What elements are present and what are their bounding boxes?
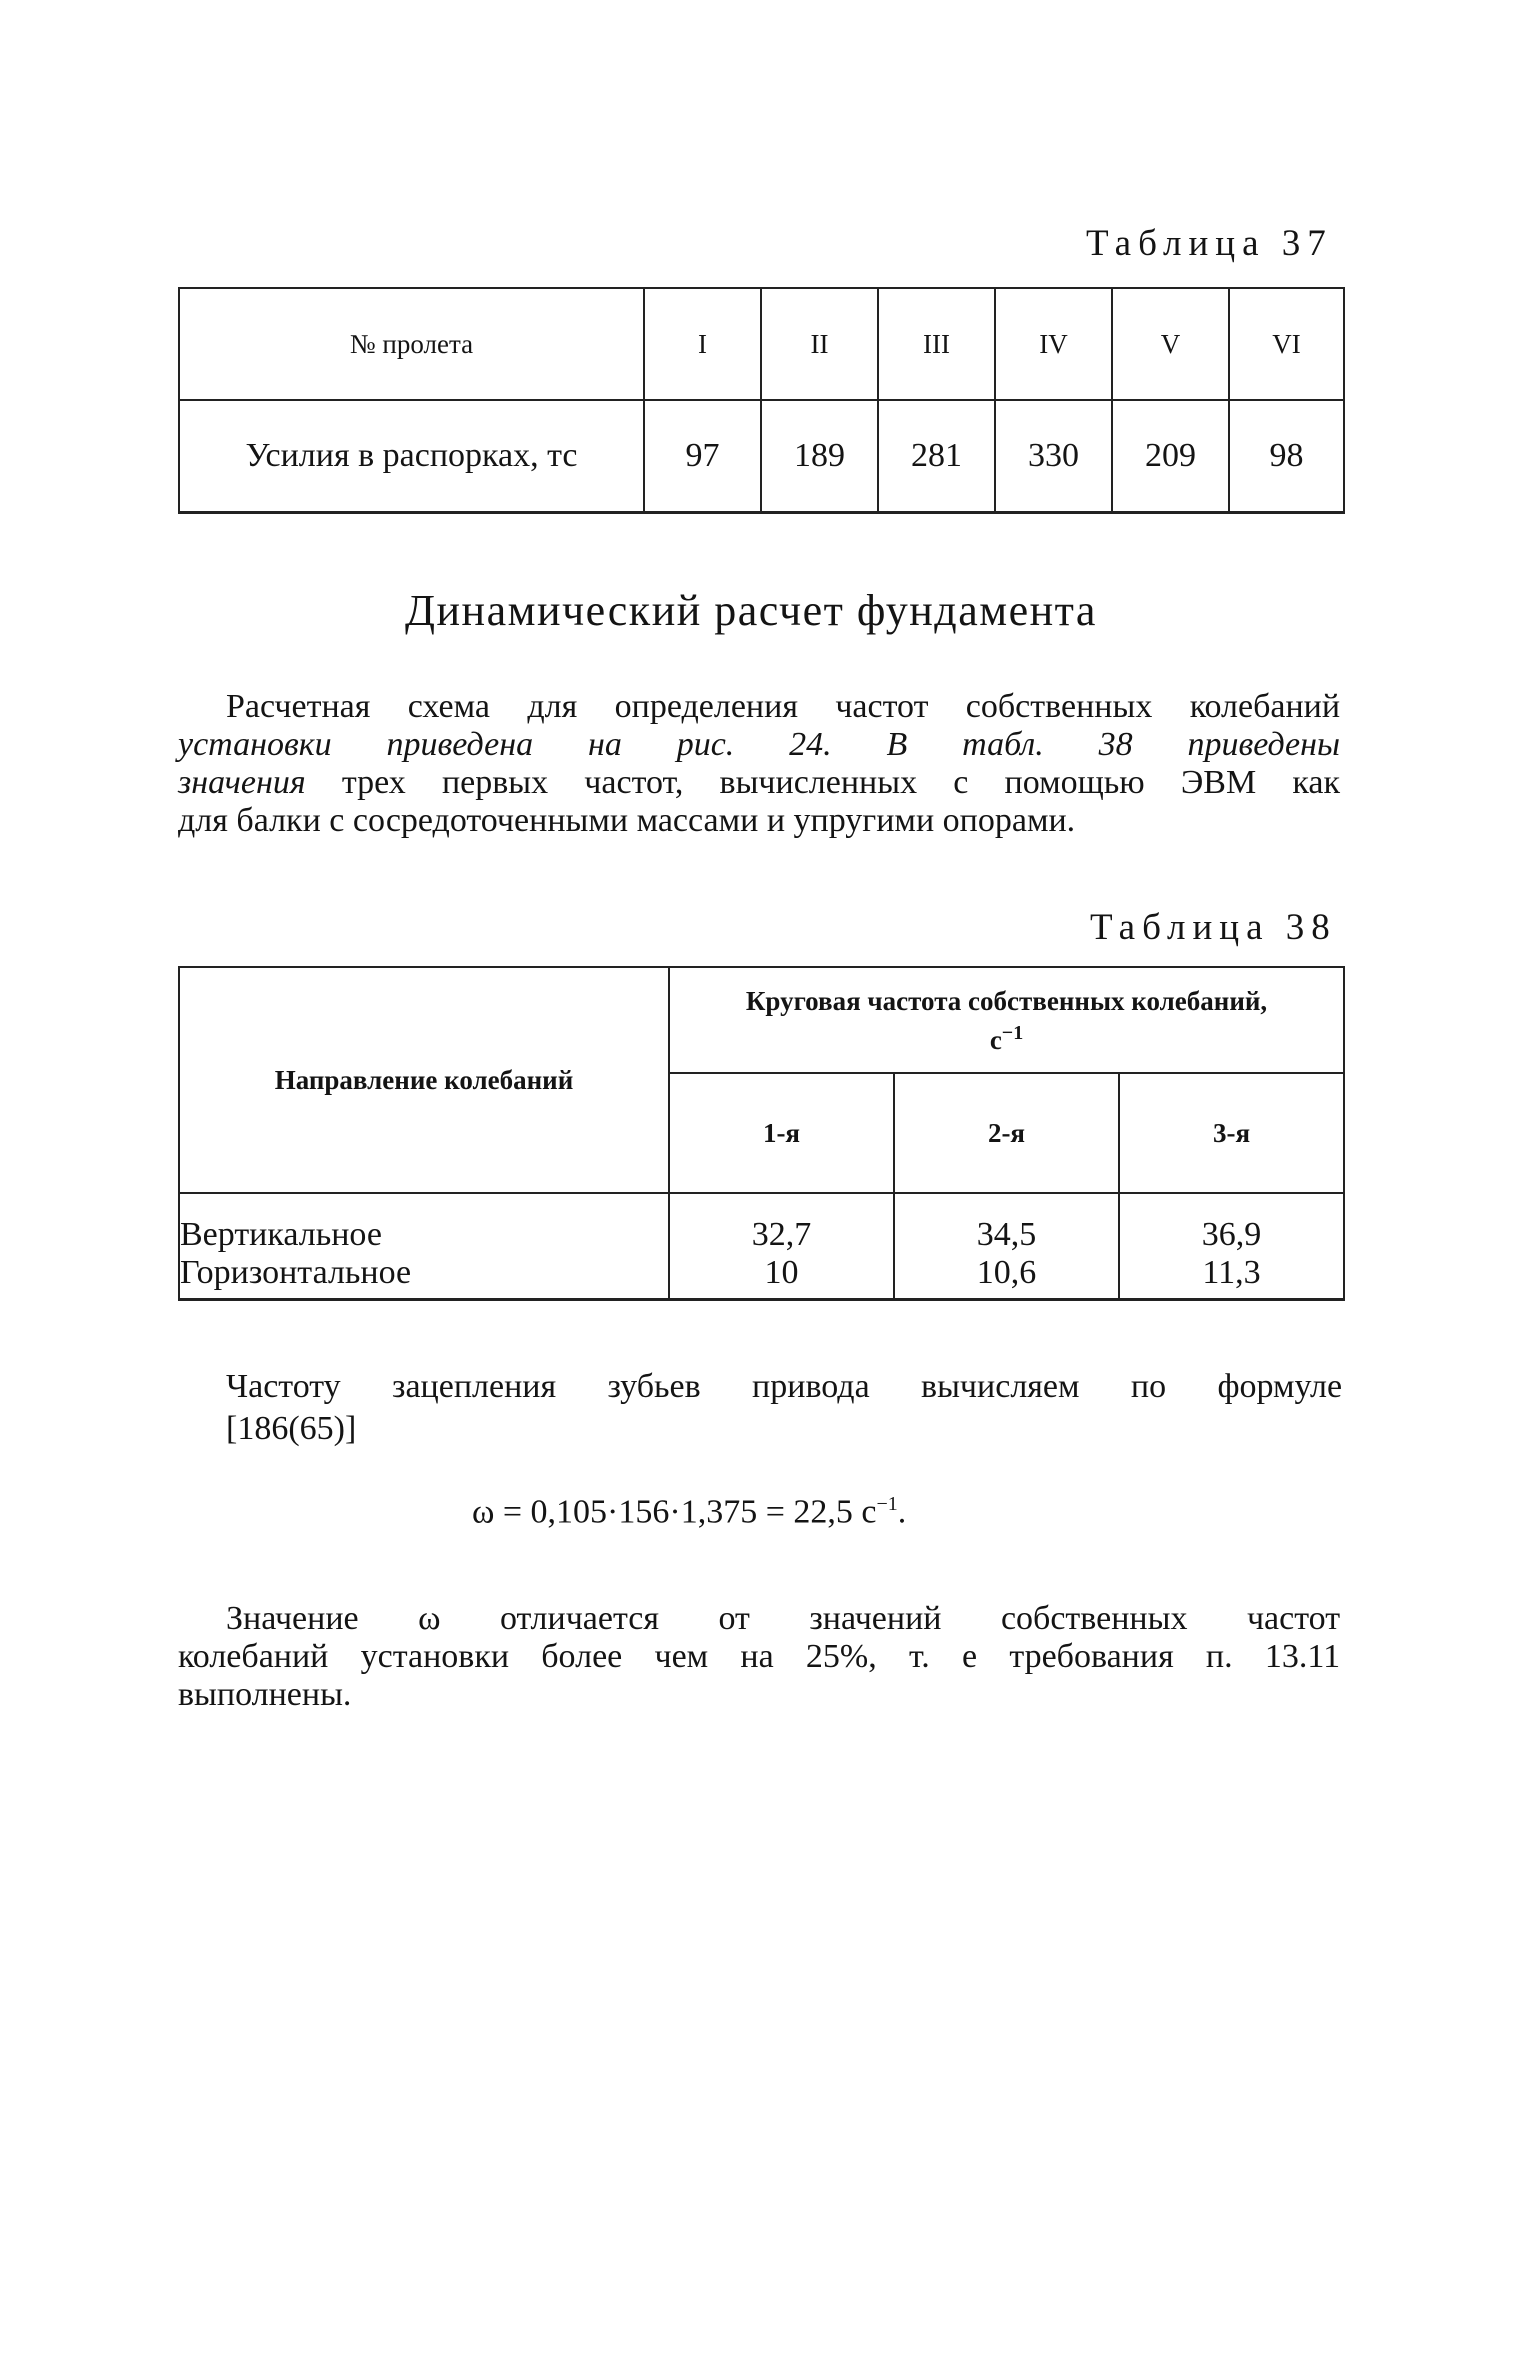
span-header-cell: IV	[995, 288, 1112, 400]
frequency-unit-exponent: −1	[1001, 1021, 1024, 1044]
table-37-caption: Таблица 37	[1086, 223, 1333, 264]
span-header-cell: I	[644, 288, 761, 400]
frequency-cell	[669, 1193, 894, 1300]
strut-force-cell: 209	[1112, 400, 1229, 513]
frequency-unit-base: с	[989, 1024, 1002, 1055]
paragraph-line: выполнены.	[178, 1676, 352, 1713]
paragraph-line: установки приведена на рис. 24. В табл. 38 приведены	[178, 726, 1341, 763]
paragraph-line: Расчетная схема для определения частот собственных колебаний	[226, 688, 1341, 725]
mode-header-cell: 2-я	[894, 1073, 1119, 1193]
mode-header-cell: 3-я	[1119, 1073, 1344, 1193]
formula-exponent: −1	[876, 1493, 898, 1515]
paragraph-line: значения трех первых частот, вычисленных с помощью ЭВМ как	[178, 764, 1341, 801]
frequency-cell	[894, 1193, 1119, 1300]
strut-force-cell: 189	[761, 400, 878, 513]
frequency-value: 10	[764, 1254, 799, 1291]
direction-cell	[179, 1193, 669, 1300]
span-header-cell: II	[761, 288, 878, 400]
frequency-group-header	[669, 967, 1344, 1073]
span-header-cell: VI	[1229, 288, 1344, 400]
table-38-body-row	[179, 1193, 1344, 1300]
paragraph-calculation-scheme	[178, 688, 1340, 840]
frequency-value: 36,9	[1201, 1216, 1262, 1253]
paragraph-line: [186(65)]	[226, 1410, 357, 1447]
frequency-value: 34,5	[976, 1216, 1037, 1253]
frequency-value: 11,3	[1202, 1254, 1261, 1291]
table-37	[178, 287, 1345, 514]
table-38	[178, 966, 1345, 1301]
span-header-cell: V	[1112, 288, 1229, 400]
strut-force-cell: 330	[995, 400, 1112, 513]
frequency-value: 32,7	[751, 1216, 812, 1253]
direction-label: Вертикальное	[180, 1216, 382, 1253]
span-number-header: № пролета	[179, 288, 644, 400]
frequency-value: 10,6	[976, 1254, 1037, 1291]
formula-body: ω = 0,105·156·1,375 = 22,5 с	[472, 1493, 877, 1531]
paragraph-mesh-frequency	[226, 1366, 1342, 1450]
strut-force-cell: 281	[878, 400, 995, 513]
formula-end: .	[897, 1493, 907, 1531]
section-title: Динамический расчет фундамента	[405, 586, 1097, 635]
paragraph-conclusion	[178, 1600, 1340, 1714]
frequency-unit	[989, 1021, 1024, 1055]
strut-force-cell: 97	[644, 400, 761, 513]
paragraph-line: для балки с сосредоточенными массами и упругими опорами.	[178, 802, 1076, 839]
paragraph-line: колебаний установки более чем на 25%, т. е требования п. 13.11	[178, 1638, 1341, 1675]
formula-omega	[472, 1493, 906, 1531]
direction-label: Горизонтальное	[180, 1254, 412, 1291]
frequency-cell	[1119, 1193, 1344, 1300]
paragraph-line: Значение ω отличается от значений собственных частот	[226, 1600, 1341, 1637]
mode-header-cell: 1-я	[669, 1073, 894, 1193]
direction-column-header: Направление колебаний	[179, 967, 669, 1193]
strut-force-label: Усилия в распорках, тс	[179, 400, 644, 513]
frequency-group-title: Круговая частота собственных колебаний,	[745, 985, 1268, 1016]
span-header-cell: III	[878, 288, 995, 400]
strut-force-cell: 98	[1229, 400, 1344, 513]
paragraph-line: Частоту зацепления зубьев привода вычисляем по формуле	[226, 1368, 1343, 1405]
table-38-caption: Таблица 38	[1090, 907, 1337, 948]
table-37-header-row	[179, 288, 1344, 400]
table-37-body-row	[179, 400, 1344, 513]
